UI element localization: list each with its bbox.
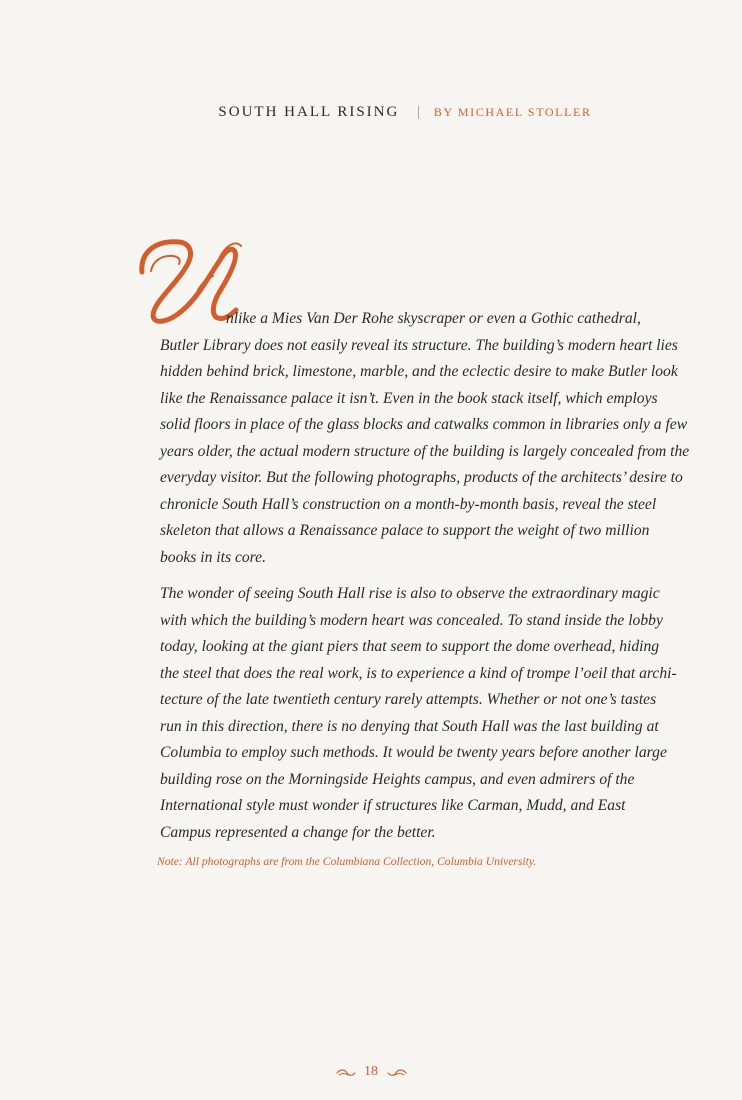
text-line: Columbia to employ such methods. It would be twenty years before another large	[160, 744, 667, 761]
text-line: run in this direction, there is no denying that South Hall was the last building at	[160, 717, 659, 735]
text-line: hidden behind brick, limestone, marble, and the eclectic desire to make Butler look	[160, 363, 678, 380]
text-line: The wonder of seeing South Hall rise is also to observe the extraordinary magic	[160, 585, 660, 602]
text-line: solid floors in place of the glass blocks and catwalks common in libraries only a few	[160, 416, 688, 433]
text-line: with which the building’s modern heart was concealed. To stand inside the lobby	[160, 611, 663, 629]
text-line: years older, the actual modern structure of the building is largely concealed from the	[160, 442, 690, 460]
paragraph-2	[160, 581, 690, 846]
author-byline: BY MICHAEL STOLLER	[433, 105, 592, 119]
text-line: nlike a Mies Van Der Rohe skyscraper or even a Gothic cathedral,	[226, 310, 641, 327]
text-line: chronicle South Hall’s construction on a month-by-month basis, reveal the steel	[160, 495, 657, 513]
right-ornament-icon	[386, 1067, 408, 1077]
text-line: today, looking at the giant piers that seem to support the dome overhead, hiding	[160, 638, 660, 655]
page-number: 18	[364, 1064, 378, 1079]
text-line: tecture of the late twentieth century rarely attempts. Whether or not one’s tastes	[160, 691, 657, 708]
article-title: SOUTH HALL RISING	[218, 104, 400, 120]
text-line: like the Renaissance palace it isn’t. Even in the book stack itself, which employs	[160, 389, 658, 407]
text-line: the steel that does the real work, is to experience a kind of trompe l’oeil that archi-	[160, 664, 677, 682]
article-header	[0, 104, 742, 121]
page-footer	[0, 1064, 742, 1080]
text-line: building rose on the Morningside Heights campus, and even admirers of the	[160, 770, 635, 788]
paragraph-1	[160, 306, 690, 571]
text-line: skeleton that allows a Renaissance palace to support the weight of two million	[160, 522, 650, 539]
text-line: everyday visitor. But the following photographs, products of the architects’ desire to	[160, 469, 683, 486]
left-ornament-icon	[335, 1067, 357, 1077]
photo-credit-note: Note: All photographs are from the Columbiana Collection, Columbia University.	[157, 855, 537, 868]
text-line: Butler Library does not easily reveal its structure. The building’s modern heart lies	[160, 336, 678, 354]
text-line: International style must wonder if structures like Carman, Mudd, and East	[160, 797, 626, 814]
text-line: Campus represented a change for the better.	[160, 823, 436, 841]
text-line: books in its core.	[160, 548, 266, 566]
article-body	[160, 306, 690, 846]
header-separator: |	[417, 104, 421, 120]
